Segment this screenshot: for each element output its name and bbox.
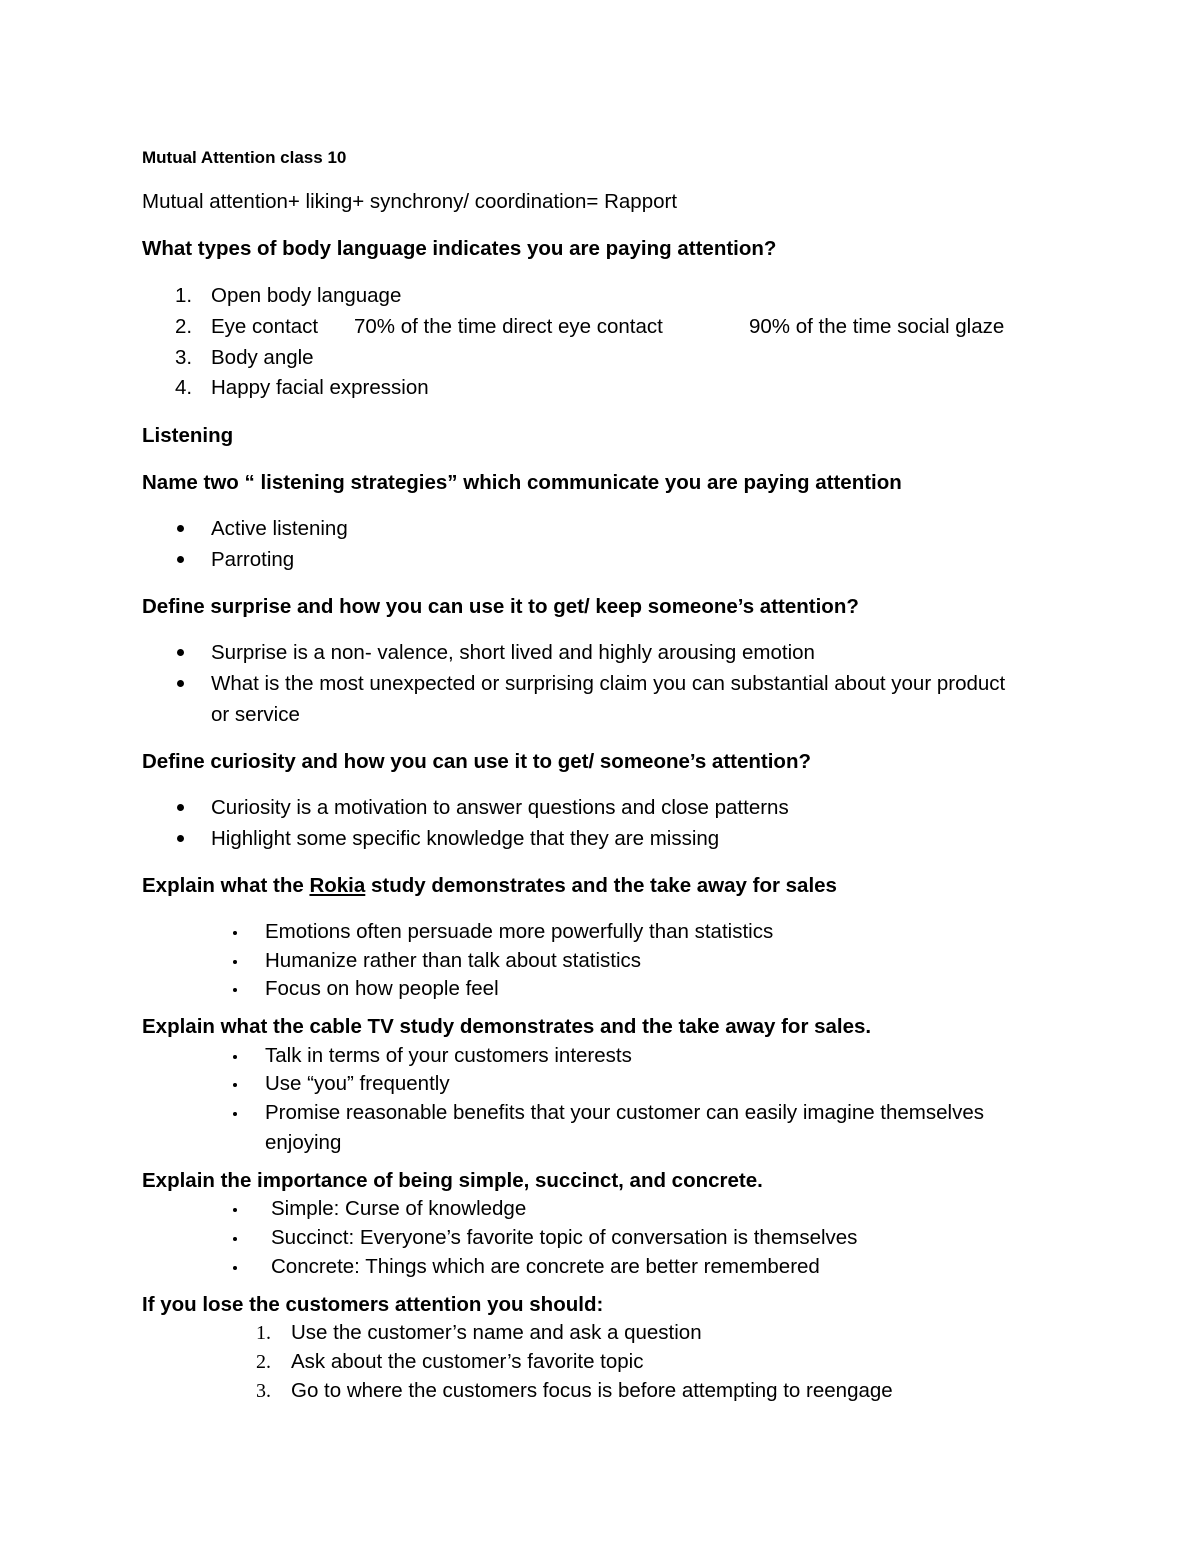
- eye-contact-direct: 70% of the time direct eye contact: [354, 315, 663, 338]
- question-cable-tv-study: Explain what the cable TV study demonstrates and the take away for sales.: [142, 1015, 872, 1038]
- rapport-formula: Mutual attention+ liking+ synchrony/ coordination= Rapport: [142, 190, 678, 213]
- list-item: Emotions often persuade more powerfully than statistics: [265, 920, 774, 943]
- list-item: Focus on how people feel: [265, 977, 499, 1000]
- question-listening-strategies: Name two “ listening strategies” which communicate you are paying attention: [142, 471, 902, 494]
- bullet-icon: [233, 960, 237, 964]
- list-item: Use the customer’s name and ask a question: [291, 1321, 702, 1344]
- question-body-language: What types of body language indicates you are paying attention?: [142, 237, 777, 260]
- list-item: Ask about the customer’s favorite topic: [291, 1350, 644, 1373]
- bullet-icon: [233, 988, 237, 992]
- list-item: Open body language: [211, 284, 402, 307]
- list-item: Use “you” frequently: [265, 1072, 450, 1095]
- list-number: 1.: [175, 284, 193, 307]
- bullet-icon: [233, 1237, 237, 1241]
- list-item: Body angle: [211, 346, 314, 369]
- bullet-icon: [177, 525, 184, 532]
- bullet-icon: [233, 1266, 237, 1270]
- list-item-continuation: or service: [211, 703, 300, 726]
- list-item: Surprise is a non- valence, short lived and highly arousing emotion: [211, 641, 815, 664]
- list-item: Concrete: Things which are concrete are better remembered: [271, 1255, 820, 1278]
- list-item: Promise reasonable benefits that your customer can easily imagine themselves: [265, 1101, 984, 1124]
- list-item: Humanize rather than talk about statistics: [265, 949, 642, 972]
- list-item: Happy facial expression: [211, 376, 429, 399]
- list-item: Succinct: Everyone’s favorite topic of conversation is themselves: [271, 1226, 858, 1249]
- eye-contact-social: 90% of the time social glaze: [749, 315, 1005, 338]
- bullet-icon: [177, 680, 184, 687]
- question-rokia-study: [142, 874, 837, 898]
- list-number: 2.: [256, 1351, 271, 1373]
- list-number: 2.: [175, 315, 193, 338]
- bullet-icon: [233, 1083, 237, 1087]
- list-item: What is the most unexpected or surprising claim you can substantial about your product: [211, 672, 1006, 695]
- question-lose-attention: If you lose the customers attention you should:: [142, 1293, 604, 1316]
- list-number: 3.: [175, 346, 193, 369]
- rokia-underlined: Rokia: [309, 874, 366, 897]
- bullet-icon: [177, 804, 184, 811]
- bullet-icon: [177, 556, 184, 563]
- list-item: Go to where the customers focus is before attempting to reengage: [291, 1379, 893, 1402]
- list-item: Parroting: [211, 548, 295, 571]
- question-simple-succinct-concrete: Explain the importance of being simple, succinct, and concrete.: [142, 1169, 763, 1192]
- bullet-icon: [233, 931, 237, 935]
- list-item: Highlight some specific knowledge that they are missing: [211, 827, 720, 850]
- list-item: Active listening: [211, 517, 348, 540]
- list-item: Curiosity is a motivation to answer questions and close patterns: [211, 796, 789, 819]
- list-number: 3.: [256, 1380, 271, 1402]
- question-surprise: Define surprise and how you can use it to get/ keep someone’s attention?: [142, 595, 859, 618]
- bullet-icon: [233, 1055, 237, 1059]
- bullet-icon: [177, 649, 184, 656]
- list-item: Eye contact: [211, 315, 319, 338]
- question-curiosity: Define curiosity and how you can use it to get/ someone’s attention?: [142, 750, 811, 773]
- bullet-icon: [177, 835, 184, 842]
- list-item: Talk in terms of your customers interests: [265, 1044, 632, 1067]
- list-item-continuation: enjoying: [265, 1131, 342, 1154]
- list-number: 1.: [256, 1322, 271, 1344]
- bullet-icon: [233, 1112, 237, 1116]
- heading-text: study demonstrates and the take away for sales: [365, 874, 837, 897]
- heading-text: Explain what the: [142, 874, 310, 897]
- list-number: 4.: [175, 376, 193, 399]
- list-item: Simple: Curse of knowledge: [271, 1197, 527, 1220]
- section-heading-listening: Listening: [142, 424, 234, 447]
- bullet-icon: [233, 1208, 237, 1212]
- document-title: Mutual Attention class 10: [142, 148, 347, 167]
